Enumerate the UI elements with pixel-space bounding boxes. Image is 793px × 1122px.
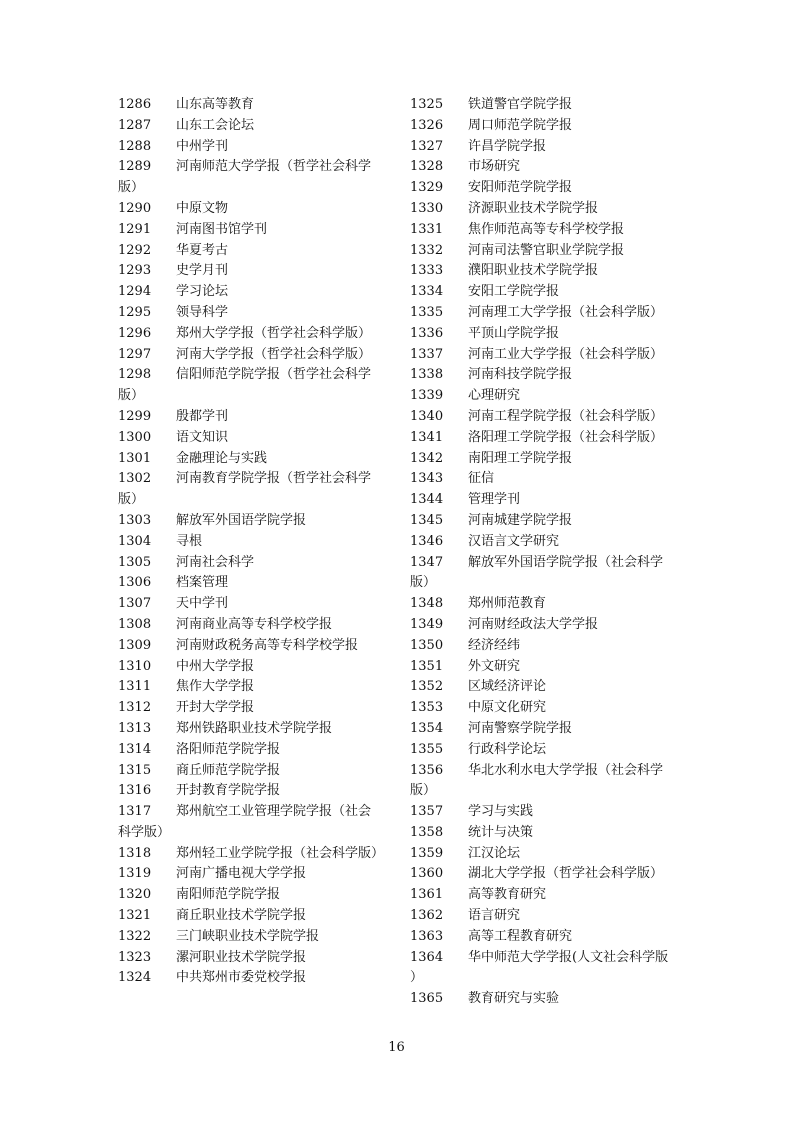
journal-entry bbox=[410, 719, 672, 740]
journal-title: 河南工程学院学报（社会科学版） bbox=[468, 408, 664, 424]
journal-entry bbox=[118, 594, 380, 615]
entry-number: 1313 bbox=[118, 720, 152, 736]
journal-entry bbox=[118, 553, 380, 574]
entry-number: 1290 bbox=[118, 200, 152, 216]
journal-title: 开封教育学院学报 bbox=[176, 783, 281, 799]
entry-number: 1297 bbox=[118, 346, 152, 362]
journal-title: 河南师范大学学报（哲学社会科学版） bbox=[118, 159, 372, 196]
entry-number: 1337 bbox=[410, 346, 444, 362]
entry-number: 1353 bbox=[410, 700, 444, 716]
journal-title: 南阳理工学院学报 bbox=[468, 450, 573, 466]
journal-title: 安阳师范学院学报 bbox=[468, 180, 573, 196]
journal-entry bbox=[118, 116, 380, 137]
journal-title: 洛阳师范学院学报 bbox=[176, 741, 281, 757]
left-column bbox=[118, 95, 385, 989]
journal-entry bbox=[410, 553, 672, 595]
journal-title: 中州大学学报 bbox=[176, 658, 255, 674]
journal-entry bbox=[118, 511, 380, 532]
journal-title: 汉语言文学研究 bbox=[468, 533, 560, 549]
entry-number: 1289 bbox=[118, 159, 152, 175]
entry-number: 1355 bbox=[410, 741, 444, 757]
journal-title: 学习论坛 bbox=[176, 284, 229, 300]
journal-entry bbox=[118, 137, 380, 158]
entry-number: 1349 bbox=[410, 616, 444, 632]
journal-entry bbox=[410, 740, 672, 761]
journal-entry bbox=[118, 365, 380, 407]
journal-title: 河南警察学院学报 bbox=[468, 720, 573, 736]
journal-title: 华夏考古 bbox=[176, 242, 229, 258]
journal-title: 中原文物 bbox=[176, 200, 229, 216]
journal-entry bbox=[118, 802, 380, 844]
entry-number: 1310 bbox=[118, 658, 152, 674]
entry-number: 1333 bbox=[410, 263, 444, 279]
journal-entry bbox=[410, 511, 672, 532]
journal-entry bbox=[118, 449, 380, 470]
right-column bbox=[410, 95, 672, 1010]
journal-title: 语文知识 bbox=[176, 429, 229, 445]
entry-number: 1309 bbox=[118, 637, 152, 653]
entry-number: 1338 bbox=[410, 367, 444, 383]
journal-entry bbox=[410, 220, 672, 241]
journal-entry bbox=[410, 823, 672, 844]
entry-number: 1312 bbox=[118, 700, 152, 716]
entry-number: 1350 bbox=[410, 637, 444, 653]
entry-number: 1340 bbox=[410, 408, 444, 424]
journal-entry bbox=[410, 927, 672, 948]
journal-entry bbox=[118, 407, 380, 428]
journal-entry bbox=[410, 199, 672, 220]
journal-title: 市场研究 bbox=[468, 159, 521, 175]
entry-number: 1319 bbox=[118, 866, 152, 882]
journal-title: 华北水利水电大学学报（社会科学版） bbox=[410, 762, 664, 799]
journal-entry bbox=[410, 345, 672, 366]
journal-entry bbox=[118, 303, 380, 324]
journal-entry bbox=[118, 199, 380, 220]
entry-number: 1334 bbox=[410, 284, 444, 300]
entry-number: 1320 bbox=[118, 887, 152, 903]
journal-title: 河南理工大学学报（社会科学版） bbox=[468, 304, 664, 320]
journal-entry bbox=[118, 781, 380, 802]
journal-entry bbox=[410, 948, 672, 990]
journal-title: 高等工程教育研究 bbox=[468, 928, 573, 944]
journal-entry bbox=[118, 573, 380, 594]
entry-number: 1308 bbox=[118, 616, 152, 632]
journal-title: 洛阳理工学院学报（社会科学版） bbox=[468, 429, 664, 445]
journal-title: 史学月刊 bbox=[176, 263, 229, 279]
journal-entry bbox=[410, 615, 672, 636]
journal-entry bbox=[118, 968, 380, 989]
entry-number: 1357 bbox=[410, 804, 444, 820]
entry-number: 1329 bbox=[410, 180, 444, 196]
entry-number: 1354 bbox=[410, 720, 444, 736]
journal-title: 焦作大学学报 bbox=[176, 679, 255, 695]
entry-number: 1335 bbox=[410, 304, 444, 320]
entry-number: 1298 bbox=[118, 367, 152, 383]
entry-number: 1327 bbox=[410, 138, 444, 154]
entry-number: 1321 bbox=[118, 908, 152, 924]
journal-title: 济源职业技术学院学报 bbox=[468, 200, 599, 216]
entry-number: 1324 bbox=[118, 970, 152, 986]
journal-title: 河南图书馆学刊 bbox=[176, 221, 268, 237]
entry-number: 1343 bbox=[410, 471, 444, 487]
journal-entry bbox=[410, 365, 672, 386]
journal-title: 河南工业大学学报（社会科学版） bbox=[468, 346, 664, 362]
entry-number: 1307 bbox=[118, 596, 152, 612]
journal-title: 郑州轻工业学院学报（社会科学版） bbox=[176, 845, 385, 861]
journal-entry bbox=[410, 532, 672, 553]
entry-number: 1317 bbox=[118, 804, 152, 820]
journal-entry bbox=[118, 844, 385, 865]
journal-title: 解放军外国语学院学报 bbox=[176, 512, 307, 528]
entry-number: 1342 bbox=[410, 450, 444, 466]
entry-number: 1351 bbox=[410, 658, 444, 674]
entry-number: 1287 bbox=[118, 117, 152, 133]
entry-number: 1328 bbox=[410, 159, 444, 175]
journal-title: 心理研究 bbox=[468, 388, 521, 404]
journal-title: 河南城建学院学报 bbox=[468, 512, 573, 528]
journal-entry bbox=[118, 677, 380, 698]
journal-title: 寻根 bbox=[176, 533, 203, 549]
journal-entry bbox=[118, 927, 380, 948]
journal-title: 殷都学刊 bbox=[176, 408, 229, 424]
entry-number: 1288 bbox=[118, 138, 152, 154]
entry-number: 1347 bbox=[410, 554, 444, 570]
journal-entry bbox=[410, 178, 672, 199]
entry-number: 1325 bbox=[410, 97, 444, 112]
entry-number: 1331 bbox=[410, 221, 444, 237]
journal-title: 教育研究与实验 bbox=[468, 991, 560, 1007]
journal-title: 山东高等教育 bbox=[176, 97, 255, 112]
journal-title: 河南广播电视大学学报 bbox=[176, 866, 307, 882]
journal-title: 河南教育学院学报（哲学社会科学版） bbox=[118, 471, 372, 508]
journal-entry bbox=[118, 220, 380, 241]
journal-entry bbox=[410, 407, 672, 428]
journal-entry bbox=[118, 948, 380, 969]
journal-title: 商丘职业技术学院学报 bbox=[176, 908, 307, 924]
journal-title: 外文研究 bbox=[468, 658, 521, 674]
entry-number: 1300 bbox=[118, 429, 152, 445]
entry-number: 1293 bbox=[118, 263, 152, 279]
journal-title: 郑州航空工业管理学院学报（社会科学版） bbox=[118, 804, 372, 840]
entry-number: 1364 bbox=[410, 949, 444, 965]
journal-entry bbox=[410, 324, 672, 345]
journal-title: 河南财经政法大学学报 bbox=[468, 616, 599, 632]
journal-title: 经济经纬 bbox=[468, 637, 521, 653]
journal-entry bbox=[410, 116, 672, 137]
journal-entry bbox=[118, 761, 380, 782]
entry-number: 1306 bbox=[118, 575, 152, 591]
journal-entry bbox=[410, 282, 672, 303]
entry-number: 1314 bbox=[118, 741, 152, 757]
journal-entry bbox=[118, 740, 380, 761]
journal-title: 江汉论坛 bbox=[468, 845, 521, 861]
journal-entry bbox=[410, 864, 672, 885]
journal-title: 中州学刊 bbox=[176, 138, 229, 154]
entry-number: 1339 bbox=[410, 388, 444, 404]
journal-entry bbox=[118, 698, 380, 719]
journal-entry bbox=[410, 657, 672, 678]
journal-entry bbox=[410, 428, 672, 449]
journal-title: 铁道警官学院学报 bbox=[468, 97, 573, 112]
entry-number: 1330 bbox=[410, 200, 444, 216]
entry-number: 1358 bbox=[410, 824, 444, 840]
journal-entry bbox=[410, 844, 672, 865]
entry-number: 1316 bbox=[118, 783, 152, 799]
journal-title: 濮阳职业技术学院学报 bbox=[468, 263, 599, 279]
entry-number: 1322 bbox=[118, 928, 152, 944]
entry-number: 1361 bbox=[410, 887, 444, 903]
journal-entry bbox=[410, 906, 672, 927]
journal-entry bbox=[118, 345, 380, 366]
journal-title: 山东工会论坛 bbox=[176, 117, 255, 133]
journal-title: 许昌学院学报 bbox=[468, 138, 547, 154]
entry-number: 1346 bbox=[410, 533, 444, 549]
journal-entry bbox=[118, 469, 380, 511]
journal-entry bbox=[410, 449, 672, 470]
journal-title: 河南商业高等专科学校学报 bbox=[176, 616, 333, 632]
journal-entry bbox=[410, 989, 672, 1010]
entry-number: 1304 bbox=[118, 533, 152, 549]
journal-title: 平顶山学院学报 bbox=[468, 325, 560, 341]
entry-number: 1326 bbox=[410, 117, 444, 133]
journal-title: 管理学刊 bbox=[468, 492, 521, 508]
journal-title: 河南司法警官职业学院学报 bbox=[468, 242, 625, 258]
journal-title: 南阳师范学院学报 bbox=[176, 887, 281, 903]
page-number: 16 bbox=[388, 1040, 405, 1055]
journal-entry bbox=[410, 303, 672, 324]
entry-number: 1318 bbox=[118, 845, 152, 861]
journal-entry bbox=[410, 761, 672, 803]
journal-entry bbox=[118, 95, 380, 116]
journal-title: 周口师范学院学报 bbox=[468, 117, 573, 133]
journal-entry bbox=[118, 636, 380, 657]
journal-title: 档案管理 bbox=[176, 575, 229, 591]
entry-number: 1295 bbox=[118, 304, 152, 320]
journal-title: 行政科学论坛 bbox=[468, 741, 547, 757]
journal-entry bbox=[118, 157, 380, 199]
entry-number: 1348 bbox=[410, 596, 444, 612]
entry-number: 1315 bbox=[118, 762, 152, 778]
journal-entry bbox=[118, 657, 380, 678]
journal-title: 河南社会科学 bbox=[176, 554, 255, 570]
journal-title: 开封大学学报 bbox=[176, 700, 255, 716]
journal-entry bbox=[410, 95, 672, 116]
entry-number: 1294 bbox=[118, 284, 152, 300]
journal-entry bbox=[118, 428, 380, 449]
journal-title: 信阳师范学院学报（哲学社会科学版） bbox=[118, 367, 372, 404]
entry-number: 1345 bbox=[410, 512, 444, 528]
entry-number: 1291 bbox=[118, 221, 152, 237]
entry-number: 1323 bbox=[118, 949, 152, 965]
journal-title: 中原文化研究 bbox=[468, 700, 547, 716]
journal-entry bbox=[410, 677, 672, 698]
journal-title: 河南财政税务高等专科学校学报 bbox=[176, 637, 359, 653]
journal-entry bbox=[410, 490, 672, 511]
journal-entry bbox=[118, 719, 380, 740]
entry-number: 1359 bbox=[410, 845, 444, 861]
journal-title: 华中师范大学学报(人文社会科学版） bbox=[410, 949, 669, 986]
entry-number: 1341 bbox=[410, 429, 444, 445]
journal-entry bbox=[410, 802, 672, 823]
journal-entry bbox=[118, 324, 380, 345]
journal-title: 征信 bbox=[468, 471, 495, 487]
journal-entry bbox=[410, 157, 672, 178]
journal-title: 湖北大学学报（哲学社会科学版） bbox=[468, 866, 664, 882]
journal-title: 焦作师范高等专科学校学报 bbox=[468, 221, 625, 237]
journal-entry bbox=[410, 137, 672, 158]
journal-entry bbox=[410, 261, 672, 282]
journal-title: 河南大学学报（哲学社会科学版） bbox=[176, 346, 372, 362]
entry-number: 1363 bbox=[410, 928, 444, 944]
journal-entry bbox=[118, 532, 380, 553]
entry-number: 1365 bbox=[410, 991, 444, 1007]
journal-title: 解放军外国语学院学报（社会科学版） bbox=[410, 554, 664, 591]
journal-entry bbox=[118, 885, 380, 906]
journal-entry bbox=[410, 636, 672, 657]
journal-title: 漯河职业技术学院学报 bbox=[176, 949, 307, 965]
entry-number: 1296 bbox=[118, 325, 152, 341]
journal-title: 语言研究 bbox=[468, 908, 521, 924]
journal-entry bbox=[410, 469, 672, 490]
journal-title: 中共郑州市委党校学报 bbox=[176, 970, 307, 986]
entry-number: 1286 bbox=[118, 97, 152, 112]
journal-entry bbox=[118, 282, 380, 303]
journal-title: 区域经济评论 bbox=[468, 679, 547, 695]
journal-entry bbox=[410, 241, 672, 262]
journal-title: 高等教育研究 bbox=[468, 887, 547, 903]
entry-number: 1356 bbox=[410, 762, 444, 778]
entry-number: 1360 bbox=[410, 866, 444, 882]
entry-number: 1332 bbox=[410, 242, 444, 258]
journal-entry bbox=[118, 864, 380, 885]
journal-title: 金融理论与实践 bbox=[176, 450, 268, 466]
journal-entry bbox=[118, 241, 380, 262]
entry-number: 1305 bbox=[118, 554, 152, 570]
journal-title: 安阳工学院学报 bbox=[468, 284, 560, 300]
entry-number: 1299 bbox=[118, 408, 152, 424]
journal-entry bbox=[118, 615, 380, 636]
journal-title: 河南科技学院学报 bbox=[468, 367, 573, 383]
journal-entry bbox=[118, 261, 380, 282]
journal-entry bbox=[410, 594, 672, 615]
journal-title: 郑州大学学报（哲学社会科学版） bbox=[176, 325, 372, 341]
journal-entry bbox=[410, 885, 672, 906]
journal-title: 商丘师范学院学报 bbox=[176, 762, 281, 778]
journal-entry bbox=[410, 698, 672, 719]
entry-number: 1362 bbox=[410, 908, 444, 924]
entry-number: 1302 bbox=[118, 471, 152, 487]
entry-number: 1292 bbox=[118, 242, 152, 258]
journal-entry bbox=[410, 386, 672, 407]
journal-title: 学习与实践 bbox=[468, 804, 534, 820]
entry-number: 1311 bbox=[118, 679, 152, 695]
journal-title: 天中学刊 bbox=[176, 596, 229, 612]
entry-number: 1301 bbox=[118, 450, 152, 466]
journal-title: 郑州铁路职业技术学院学报 bbox=[176, 720, 333, 736]
journal-title: 郑州师范教育 bbox=[468, 596, 547, 612]
journal-entry bbox=[118, 906, 380, 927]
entry-number: 1336 bbox=[410, 325, 444, 341]
entry-number: 1344 bbox=[410, 492, 444, 508]
journal-title: 三门峡职业技术学院学报 bbox=[176, 928, 320, 944]
entry-number: 1303 bbox=[118, 512, 152, 528]
entry-number: 1352 bbox=[410, 679, 444, 695]
journal-title: 领导科学 bbox=[176, 304, 229, 320]
journal-title: 统计与决策 bbox=[468, 824, 534, 840]
